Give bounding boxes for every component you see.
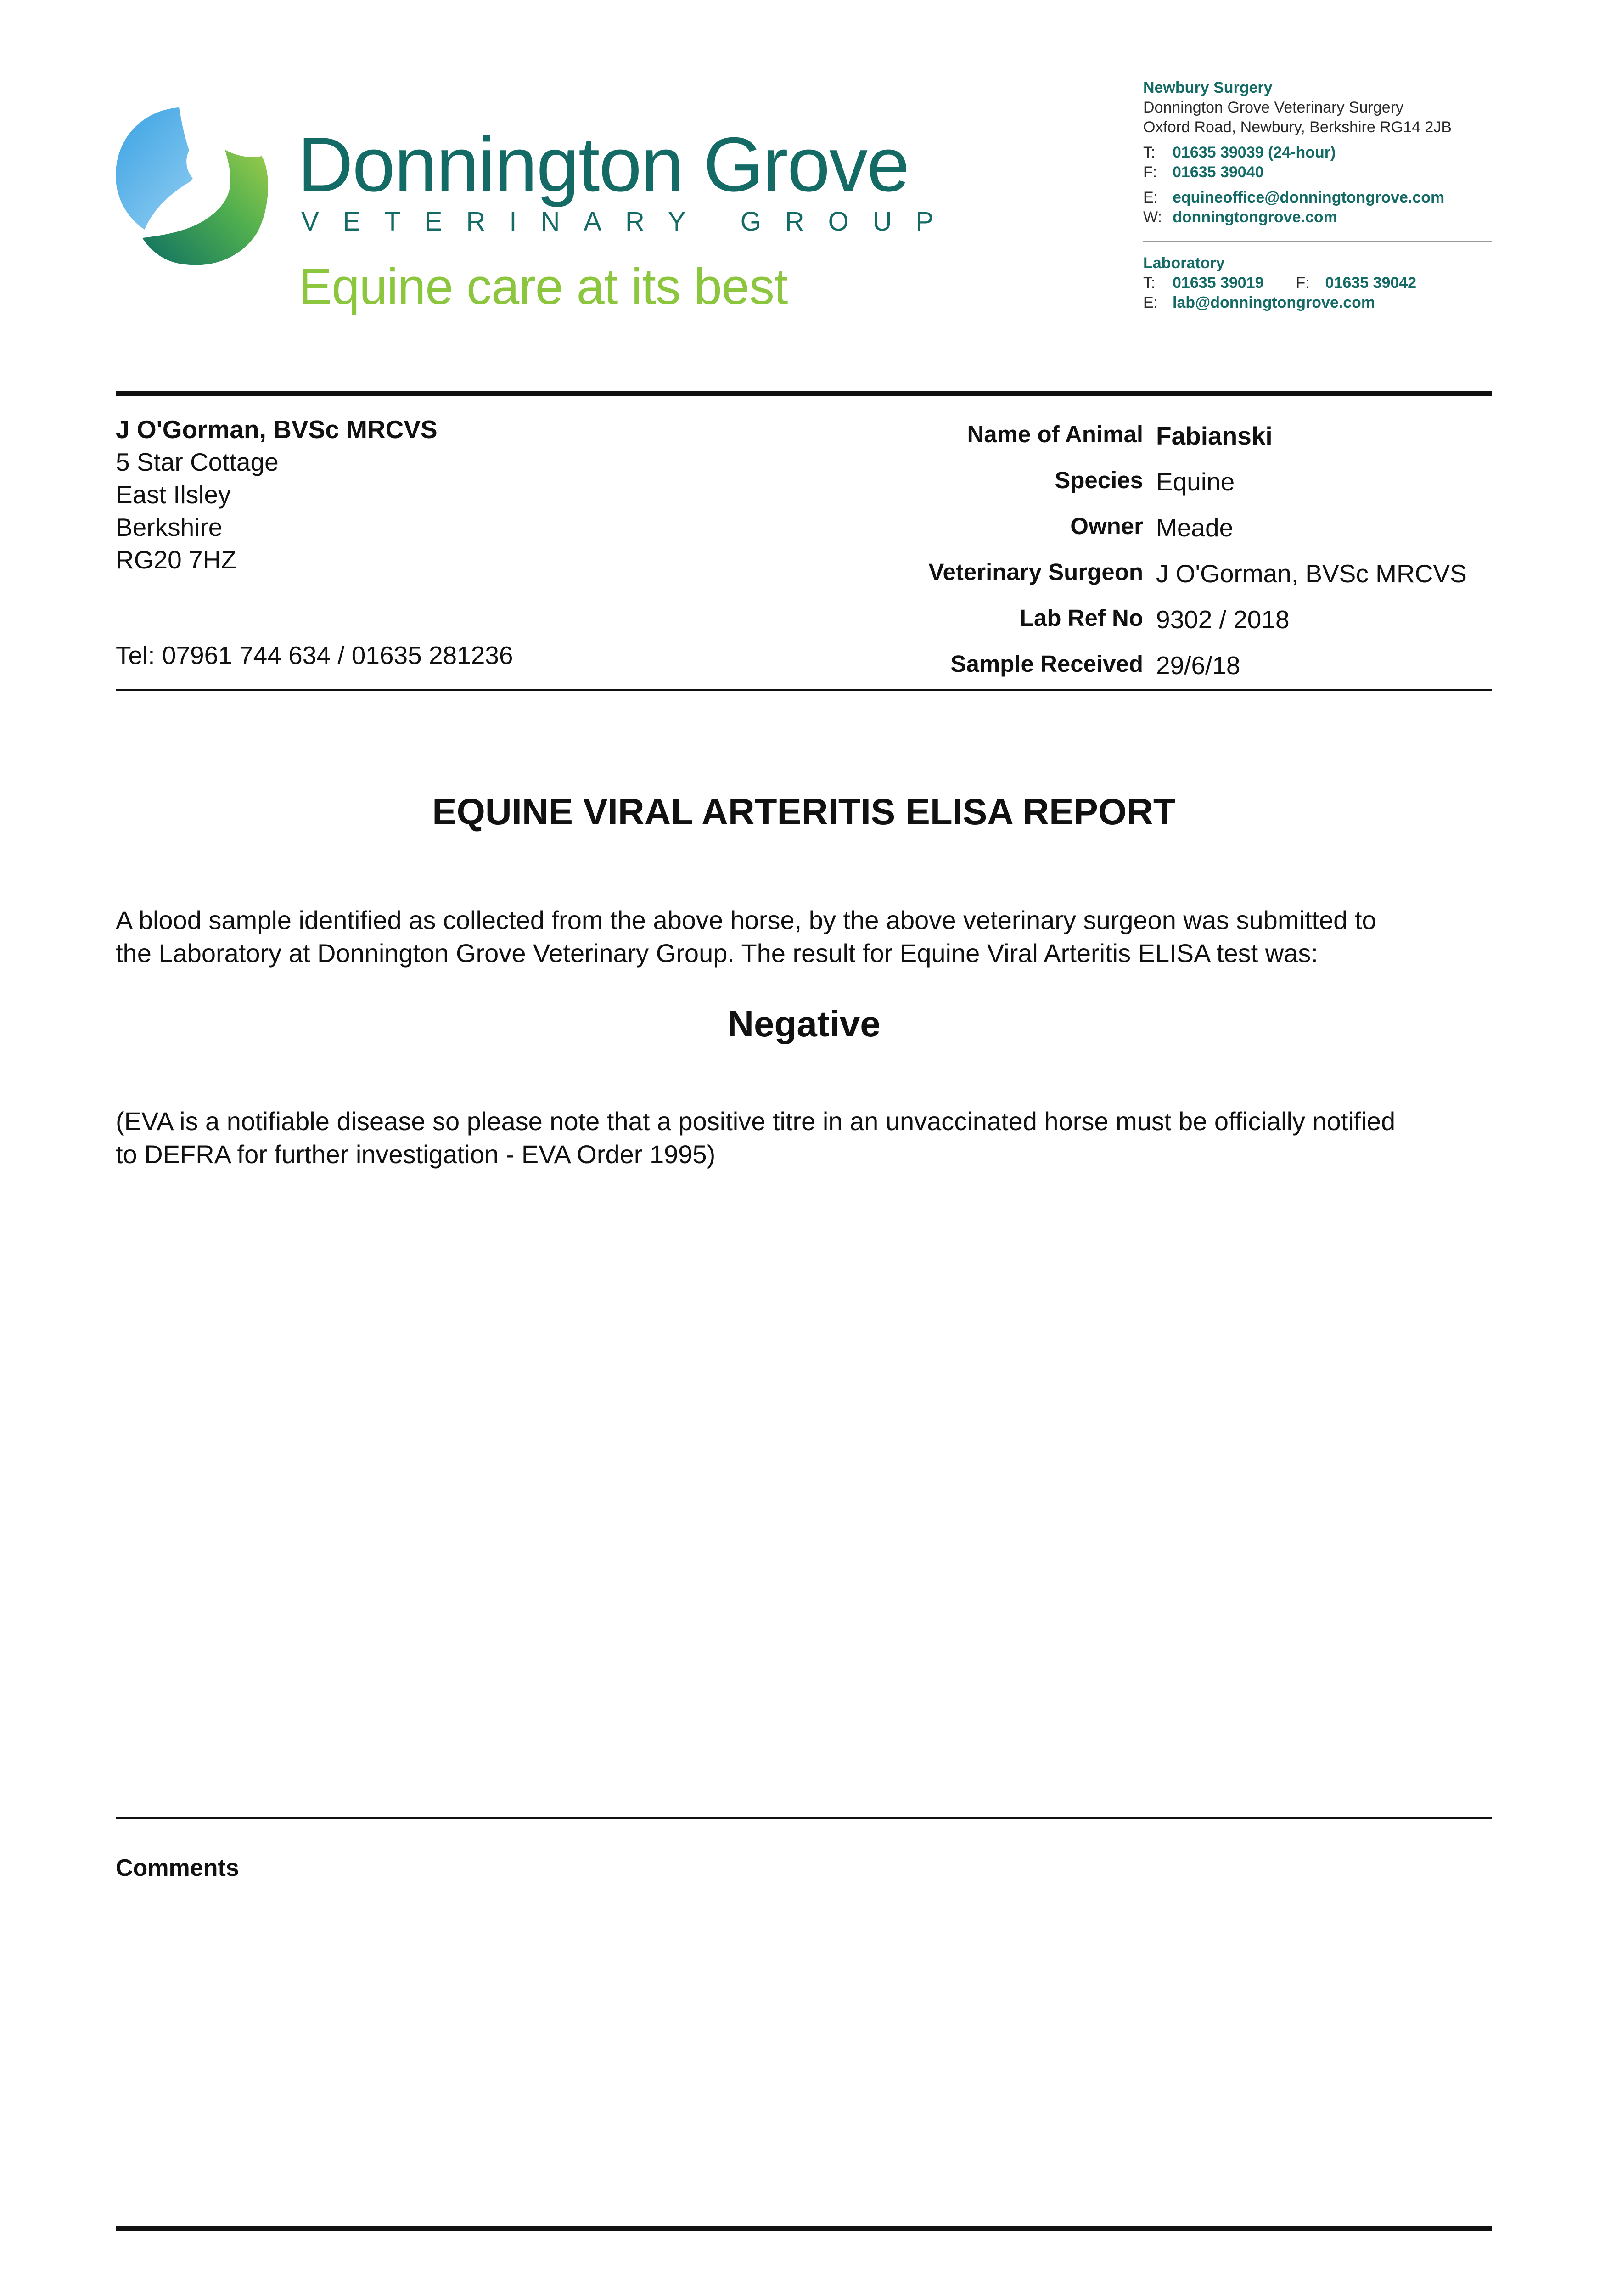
newbury-surgery-contact <box>1143 78 1452 227</box>
brand-tagline: Equine care at its best <box>298 259 788 315</box>
note-line: to DEFRA for further investigation - EVA Order 1995) <box>116 1140 716 1169</box>
sample-details <box>716 418 1467 693</box>
address-line: East Ilsley <box>116 480 231 509</box>
lab-fax: 01635 39042 <box>1325 274 1417 292</box>
detail-label: Name of Animal <box>967 421 1143 447</box>
header-top-rule <box>116 391 1492 396</box>
intro-line: A blood sample identified as collected from the above horse, by the above veterinary surgeon was submitted to <box>116 906 1376 934</box>
detail-label: Sample Received <box>950 651 1143 677</box>
detail-label: Veterinary Surgeon <box>928 559 1143 585</box>
address-line: Berkshire <box>116 513 223 541</box>
detail-row <box>716 556 1467 602</box>
owner-value: Meade <box>1156 513 1234 542</box>
brand-name: Donnington Grove <box>297 121 909 208</box>
header-bottom-rule <box>116 689 1492 691</box>
lab-heading: Laboratory <box>1143 254 1225 272</box>
fax-label: F: <box>1296 274 1310 292</box>
brand-group-name: VETERINARY GROUP <box>301 207 958 236</box>
intro-line: the Laboratory at Donnington Grove Veterinary Group. The result for Equine Viral Arteritis ELISA test was: <box>116 939 1318 968</box>
tel-label: T: <box>1143 144 1156 161</box>
detail-row <box>716 602 1467 647</box>
note-line: (EVA is a notifiable disease so please note that a positive titre in an unvaccinated horse must be officially notified <box>116 1107 1396 1136</box>
eva-note <box>116 1105 1502 1171</box>
recipient-name: J O'Gorman, BVSc MRCVS <box>116 415 438 444</box>
detail-row <box>716 464 1467 510</box>
recipient-address <box>116 413 438 576</box>
newbury-tel: 01635 39039 (24-hour) <box>1173 144 1336 161</box>
web-label: W: <box>1143 208 1162 226</box>
laboratory-contact <box>1143 253 1416 313</box>
newbury-fax: 01635 39040 <box>1173 163 1264 181</box>
newbury-web: donningtongrove.com <box>1173 208 1337 226</box>
address-line: 5 Star Cottage <box>116 448 279 476</box>
test-result: Negative <box>727 1003 881 1044</box>
newbury-email: equineoffice@donningtongrove.com <box>1173 189 1445 206</box>
species-value: Equine <box>1156 467 1235 496</box>
report-intro <box>116 904 1502 970</box>
comments-rule <box>116 1817 1492 1819</box>
detail-row <box>716 418 1467 464</box>
detail-label: Lab Ref No <box>1019 605 1143 631</box>
fax-label: F: <box>1143 163 1157 181</box>
newbury-address-line1: Donnington Grove Veterinary Surgery <box>1143 99 1403 116</box>
detail-row <box>716 510 1467 556</box>
detail-row <box>716 647 1467 693</box>
footer-rule <box>116 2226 1492 2231</box>
detail-label: Species <box>1055 467 1143 493</box>
contact-divider <box>1143 241 1492 242</box>
newbury-heading: Newbury Surgery <box>1143 79 1273 96</box>
lab-ref-value: 9302 / 2018 <box>1156 605 1290 634</box>
email-label: E: <box>1143 189 1158 206</box>
lab-tel: 01635 39019 <box>1173 274 1264 292</box>
donnington-grove-logo <box>110 102 275 267</box>
tel-label: T: <box>1143 274 1156 292</box>
newbury-address-line2: Oxford Road, Newbury, Berkshire RG14 2JB <box>1143 118 1452 136</box>
sample-received-value: 29/6/18 <box>1156 651 1240 680</box>
lab-email: lab@donningtongrove.com <box>1173 294 1375 311</box>
veterinary-surgeon-value: J O'Gorman, BVSc MRCVS <box>1156 559 1467 588</box>
comments-label: Comments <box>116 1855 239 1881</box>
recipient-tel: Tel: 07961 744 634 / 01635 281236 <box>116 641 513 670</box>
animal-name-value: Fabianski <box>1156 422 1273 450</box>
detail-label: Owner <box>1070 513 1143 539</box>
address-line: RG20 7HZ <box>116 546 236 574</box>
email-label: E: <box>1143 294 1158 311</box>
report-title: EQUINE VIRAL ARTERITIS ELISA REPORT <box>432 791 1176 832</box>
